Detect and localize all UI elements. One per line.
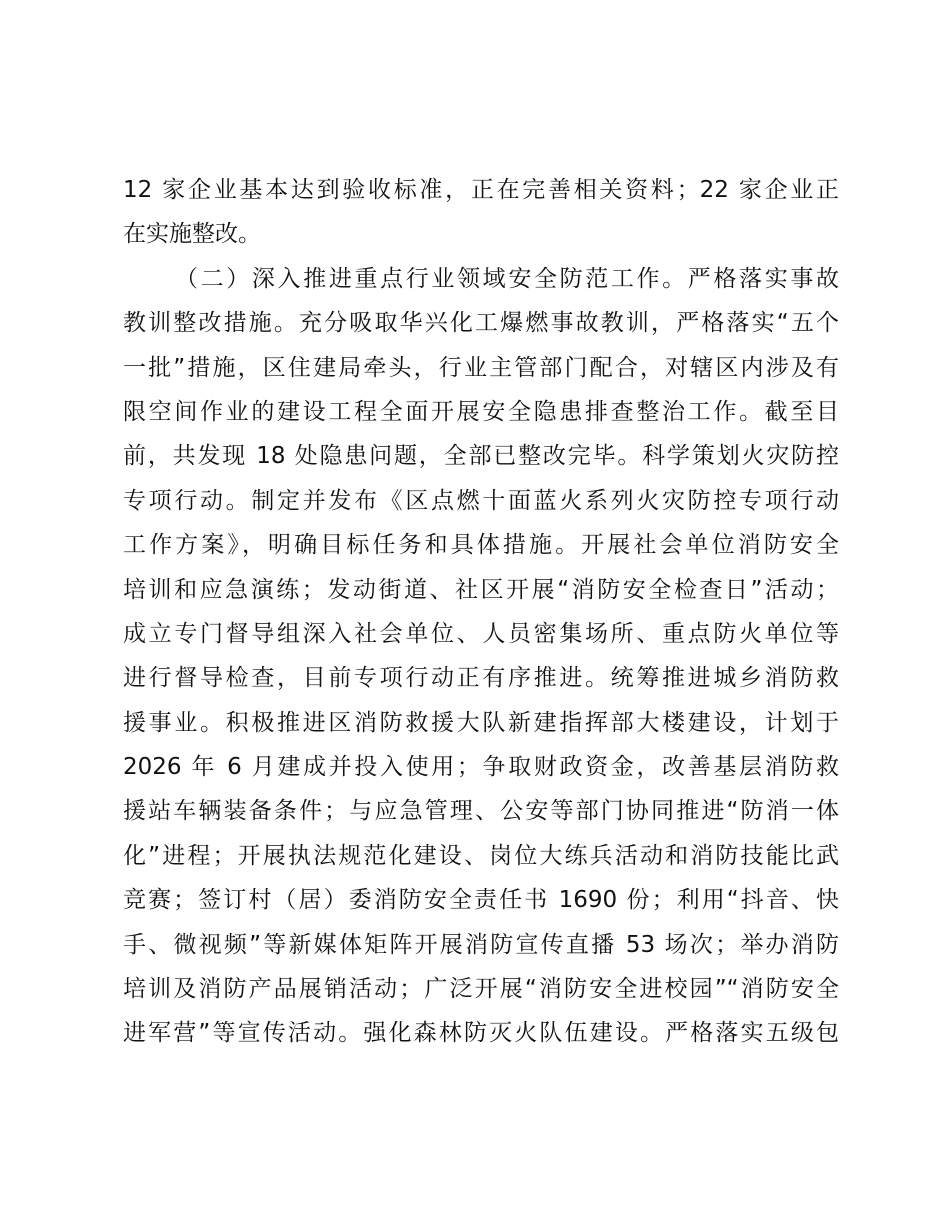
text-line: 成立专门督导组深入社会单位、人员密集场所、重点防火单位等 [123,620,839,647]
text-line: 培训及消防产品展销活动；广泛开展“消防安全进校园”“消防安全 [123,976,839,1003]
text-line: 手、微视频”等新媒体矩阵开展消防宣传直播 53 场次；举办消防 [123,931,839,958]
text-line: 专项行动。制定并发布《区点燃十面蓝火系列火灾防控专项行动 [123,487,839,514]
text-line: 一批”措施，区住建局牵头，行业主管部门配合，对辖区内涉及有 [123,354,839,381]
text-line: 工作方案》，明确目标任务和具体措施。开展社会单位消防安全 [123,532,839,559]
text-line: 化”进程；开展执法规范化建设、岗位大练兵活动和消防技能比武 [123,842,839,869]
text-line: 进军营”等宣传活动。强化森林防灭火队伍建设。严格落实五级包 [123,1020,839,1047]
text-line: 教训整改措施。充分吸取华兴化工爆燃事故教训，严格落实“五个 [123,310,839,337]
text-line: 援事业。积极推进区消防救援大队新建指挥部大楼建设，计划于 [123,709,839,736]
text-line: 竞赛；签订村（居）委消防安全责任书 1690 份；利用“抖音、快 [123,887,839,914]
section-heading-line: （二）深入推进重点行业领域安全防范工作。严格落实事故 [175,265,839,292]
text-line: 限空间作业的建设工程全面开展安全隐患排查整治工作。截至目 [123,398,839,425]
body-text [123,168,839,1056]
text-line: 12 家企业基本达到验收标准，正在完善相关资料；22 家企业正 [123,177,839,203]
text-line: 前，共发现 18 处隐患问题，全部已整改完毕。科学策划火灾防控 [123,443,839,470]
text-line: 培训和应急演练；发动街道、社区开展“消防安全检查日”活动； [123,576,839,603]
text-line: 在实施整改。 [123,221,261,248]
text-line: 援站车辆装备条件；与应急管理、公安等部门协同推进“防消一体 [123,798,839,825]
text-line: 2026 年 6 月建成并投入使用；争取财政资金，改善基层消防救 [123,754,839,781]
text-line: 进行督导检查，目前专项行动正有序推进。统筹推进城乡消防救 [123,665,839,692]
